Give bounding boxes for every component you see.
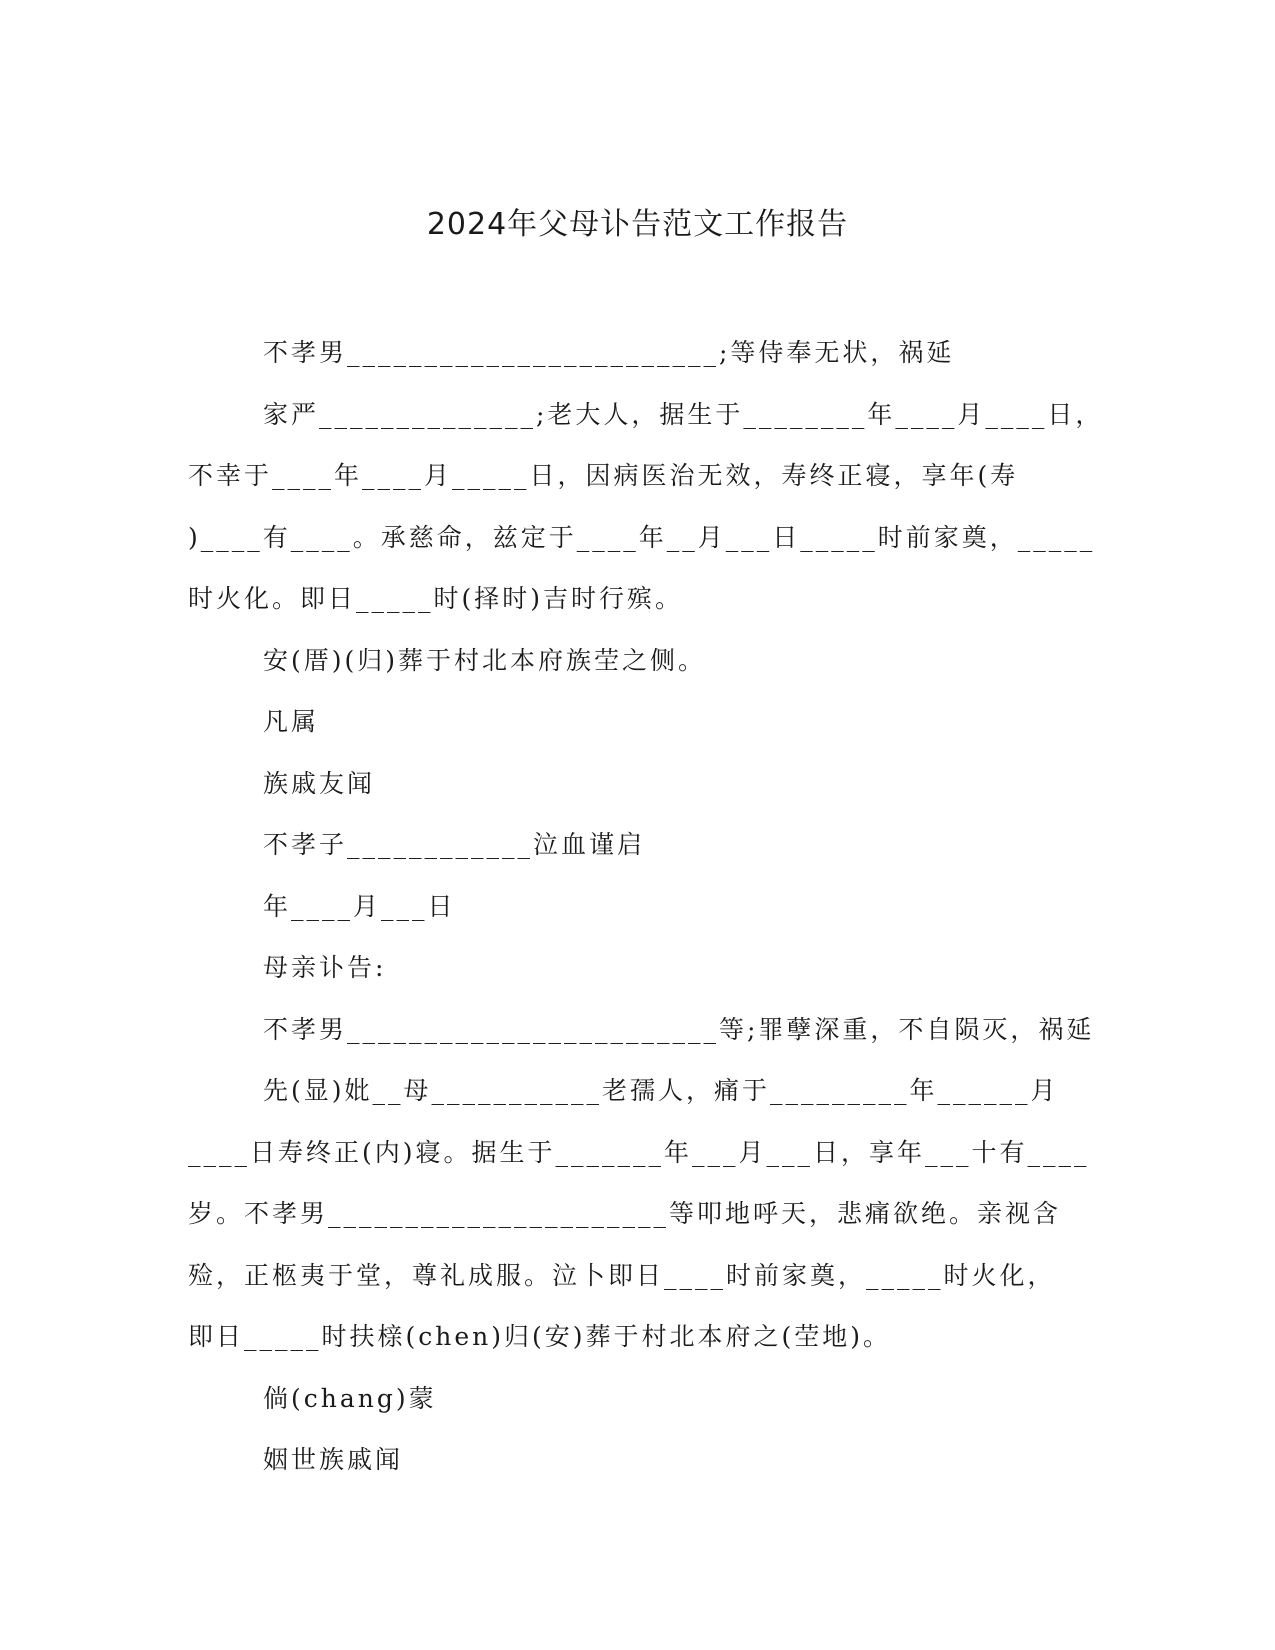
document-title: 2024年父母讣告范文工作报告 <box>426 207 849 242</box>
body-line: 安(厝)(归)葬于村北本府族茔之侧。 <box>263 645 707 675</box>
body-line: 族戚友闻 <box>263 768 376 798</box>
body-line: 先(显)妣__母___________老孺人，痛于_________年______月 <box>263 1076 1059 1105</box>
body-line: 不幸于____年____月_____日，因病医治无效，寿终正寝，享年(寿 <box>188 461 1019 490</box>
document-body <box>188 322 1104 1491</box>
body-line: 不孝男________________________等;罪孽深重，不自陨灭，祸延 <box>263 1014 1095 1044</box>
body-line: 不孝子____________泣血谨启 <box>263 830 646 859</box>
body-line: )____有____。承慈命，兹定于____年__月___日_____时前家奠，_____ <box>188 522 1096 552</box>
body-line: 倘(chang)蒙 <box>263 1383 437 1413</box>
body-line: 岁。不孝男______________________等叩地呼天，悲痛欲绝。亲视含 <box>188 1199 1062 1228</box>
body-line: 凡属 <box>263 707 320 736</box>
section-heading: 母亲讣告: <box>263 953 387 982</box>
body-line: 不孝男________________________;等侍奉无状，祸延 <box>263 338 955 367</box>
body-line: 年____月___日 <box>263 891 456 921</box>
body-line: 姻世族戚闻 <box>263 1445 404 1474</box>
body-line: ____日寿终正(内)寝。据生于_______年___月___日，享年___十有____ <box>188 1137 1090 1167</box>
body-line: 殓，正柩夷于堂，尊礼成服。泣卜即日____时前家奠，_____时火化， <box>188 1260 1056 1290</box>
body-line: 即日_____时扶榇(chen)归(安)葬于村北本府之(茔地)。 <box>188 1322 892 1351</box>
body-line: 时火化。即日_____时(择时)吉时行殡。 <box>188 584 684 613</box>
body-line: 家严______________;老大人，据生于________年____月____日， <box>263 399 1104 429</box>
